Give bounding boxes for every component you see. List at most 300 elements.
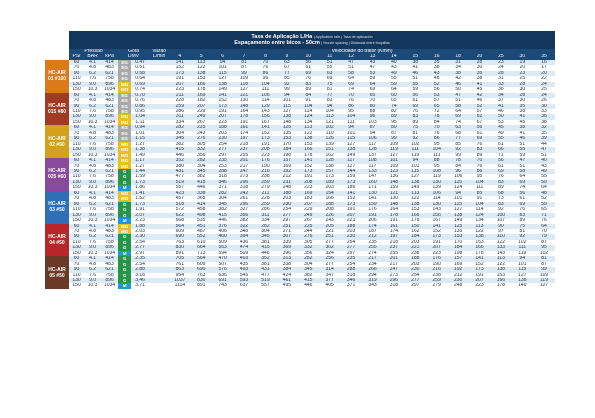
rate-cell: 100	[490, 213, 511, 218]
rate-cell: 148	[383, 180, 404, 185]
rate-cell: 125	[447, 224, 468, 229]
rate-cell: 111	[340, 120, 361, 125]
dmv-cell: 0.70	[131, 93, 149, 98]
rate-cell: 166	[405, 213, 426, 218]
rate-cell: 60	[383, 93, 404, 98]
rate-cell: 403	[233, 256, 254, 261]
drop-class-badge: MG	[118, 82, 131, 87]
rate-cell: 332	[298, 245, 319, 250]
rate-cell: 187	[362, 229, 383, 234]
rate-cell: 296	[233, 180, 254, 185]
rate-cell: 259	[255, 180, 276, 185]
rate-cell: 38	[512, 125, 533, 130]
rate-cell: 203	[405, 262, 426, 267]
rate-cell: 84	[426, 120, 447, 125]
kpa-cell: 1034	[101, 153, 118, 158]
rate-cell: 134	[469, 218, 490, 223]
rate-cell: 64	[383, 87, 404, 92]
rate-cell: 863	[169, 267, 190, 272]
rate-cell: 396	[276, 251, 297, 256]
kpa-cell: 758	[101, 240, 118, 245]
rate-cell: 235	[212, 158, 233, 163]
rate-cell: 207	[212, 114, 233, 119]
dmv-cell: 1.52	[131, 196, 149, 201]
rate-cell: 108	[426, 169, 447, 174]
rate-cell: 86	[255, 71, 276, 76]
kpa-cell: 483	[101, 164, 118, 169]
rate-cell: 39	[533, 136, 555, 141]
bar-cell: 7.6	[84, 273, 101, 278]
rate-cell: 207	[426, 245, 447, 250]
rate-cell: 138	[276, 114, 297, 119]
rate-cell: 288	[212, 169, 233, 174]
rate-cell: 117	[362, 164, 383, 169]
rate-cell: 217	[233, 164, 254, 169]
rate-cell: 51	[533, 153, 555, 158]
rate-cell: 423	[169, 191, 190, 196]
rate-cell: 609	[169, 229, 190, 234]
rate-cell: 223	[298, 185, 319, 190]
dmv-cell: 0.76	[131, 98, 149, 103]
rate-cell: 127	[533, 283, 555, 288]
rate-cell: 251	[319, 234, 340, 239]
rate-cell: 41	[512, 131, 533, 136]
bar-cell: 10.3	[84, 120, 101, 125]
application-rate-table-wrapper	[45, 31, 555, 289]
kpa-cell: 896	[101, 278, 118, 283]
rate-cell: 135	[447, 229, 468, 234]
rate-cell: 173	[426, 234, 447, 239]
rate-cell: 76	[469, 142, 490, 147]
rate-cell: 191	[362, 213, 383, 218]
dmv-cell: 1.01	[131, 131, 149, 136]
dmv-cell: 0.74	[131, 87, 149, 92]
rate-cell: 371	[212, 185, 233, 190]
rate-cell: 149	[512, 283, 533, 288]
drop-class-badge: M	[118, 283, 131, 288]
drop-class-badge: G	[118, 169, 131, 174]
rate-cell: 188	[212, 125, 233, 130]
rate-cell: 345	[191, 169, 212, 174]
kpa-cell: 414	[101, 224, 118, 229]
rate-cell: 690	[191, 267, 212, 272]
rate-cell: 138	[447, 213, 468, 218]
psi-cell: 70	[69, 196, 84, 201]
rate-cell: 138	[405, 202, 426, 207]
rate-cell: 59	[405, 87, 426, 92]
rate-cell: 282	[212, 191, 233, 196]
kpa-header: kPa	[101, 54, 118, 59]
rate-cell: 576	[212, 267, 233, 272]
rate-cell: 405	[319, 283, 340, 288]
rate-cell: 207	[169, 82, 190, 87]
rate-cell: 129	[255, 104, 276, 109]
rate-cell: 83	[298, 82, 319, 87]
drop-class-badge: G	[118, 202, 131, 207]
rate-cell: 243	[191, 131, 212, 136]
rate-cell: 1114	[169, 283, 190, 288]
kpa-cell: 1034	[101, 218, 118, 223]
bar-cell: 9.0	[84, 278, 101, 283]
table-body	[45, 60, 555, 289]
rate-cell: 157	[447, 256, 468, 261]
psi-cell: 110	[69, 142, 84, 147]
rate-cell: 261	[233, 196, 254, 201]
rate-cell: 57	[426, 98, 447, 103]
rate-cell: 178	[383, 213, 404, 218]
psi-cell: 90	[69, 169, 84, 174]
bar-cell: 4.1	[84, 158, 101, 163]
nozzle-model-label: HC-AIR 05 #50	[45, 256, 69, 289]
rate-cell: 94	[447, 191, 468, 196]
drop-class-badge: G	[118, 262, 131, 267]
rate-cell: 356	[191, 153, 212, 158]
rate-cell: 127	[383, 153, 404, 158]
rate-cell: 65	[383, 98, 404, 103]
rate-cell: 191	[298, 174, 319, 179]
psi-cell: 70	[69, 65, 84, 70]
rate-cell: 130	[362, 191, 383, 196]
rate-cell: 201	[233, 158, 254, 163]
rate-cell: 276	[191, 136, 212, 141]
rate-cell: 103	[362, 120, 383, 125]
rate-cell: 24	[533, 93, 555, 98]
rate-cell: 156	[426, 213, 447, 218]
rate-cell: 72	[426, 109, 447, 114]
rate-cell: 43	[362, 60, 383, 65]
rate-cell: 446	[169, 153, 190, 158]
rate-cell: 148	[276, 120, 297, 125]
dmv-cell: 0.86	[131, 104, 149, 109]
kpa-cell: 414	[101, 125, 118, 130]
psi-cell: 90	[69, 267, 84, 272]
rate-cell: 51	[319, 60, 340, 65]
rate-cell: 186	[340, 185, 361, 190]
dmv-cell: 2.77	[131, 245, 149, 250]
rate-cell: 243	[319, 218, 340, 223]
rate-cell: 23	[490, 60, 511, 65]
rate-cell: 830	[169, 245, 190, 250]
pressure-header: Pressão	[69, 49, 118, 54]
rate-cell: 78	[426, 114, 447, 119]
rate-cell: 36	[490, 87, 511, 92]
rate-cell: 205	[319, 224, 340, 229]
rate-cell: 46	[469, 98, 490, 103]
rate-cell: 70	[340, 93, 361, 98]
rate-cell: 138	[212, 82, 233, 87]
rate-cell: 49	[383, 71, 404, 76]
rate-cell: 255	[383, 251, 404, 256]
bar-cell: 4.1	[84, 60, 101, 65]
rate-cell: 51	[405, 76, 426, 81]
rate-cell: 251	[276, 224, 297, 229]
rate-cell: 178	[233, 114, 254, 119]
rate-cell: 166	[191, 82, 212, 87]
rate-cell: 69	[447, 114, 468, 119]
rate-cell: 28	[490, 71, 511, 76]
rate-cell: 64	[447, 109, 468, 114]
rate-cell: 170	[447, 240, 468, 245]
rate-cell: 288	[340, 267, 361, 272]
rate-cell: 176	[255, 158, 276, 163]
rate-cell: 167	[255, 120, 276, 125]
rate-cell: 76	[340, 98, 361, 103]
rate-cell: 81	[405, 131, 426, 136]
rate-cell: 109	[383, 164, 404, 169]
rate-cell: 221	[405, 245, 426, 250]
rate-cell: 218	[233, 142, 254, 147]
rate-cell: 191	[255, 142, 276, 147]
rate-cell: 157	[276, 158, 297, 163]
rate-cell: 228	[169, 98, 190, 103]
rate-cell: 141	[426, 224, 447, 229]
rate-cell: 691	[212, 278, 233, 283]
rate-cell: 25	[533, 87, 555, 92]
rate-cell: 176	[362, 207, 383, 212]
nozzle-model-label: HC-AIR 04 #50	[45, 224, 69, 257]
rate-cell: 223	[255, 153, 276, 158]
rate-cell: 153	[298, 142, 319, 147]
rate-cell: 115	[276, 104, 297, 109]
rate-cell: 76	[255, 65, 276, 70]
rate-cell: 87	[533, 240, 555, 245]
rate-cell: 47	[340, 60, 361, 65]
rate-cell: 82	[383, 109, 404, 114]
rate-cell: 113	[191, 60, 212, 65]
rate-cell: 297	[340, 251, 361, 256]
rate-cell: 153	[191, 76, 212, 81]
rate-cell: 119	[383, 147, 404, 152]
psi-cell: 150	[69, 153, 84, 158]
rate-cell: 211	[169, 93, 190, 98]
rate-cell: 138	[298, 136, 319, 141]
title-sub: | Application rate | Tasa de aplicación	[313, 34, 373, 39]
rate-cell: 415	[169, 147, 190, 152]
rate-cell: 414	[191, 202, 212, 207]
rate-cell: 192	[447, 267, 468, 272]
rate-cell: 192	[276, 169, 297, 174]
rate-cell: 87	[233, 65, 254, 70]
drop-class-badge: G	[118, 213, 131, 218]
rate-cell: 115	[340, 136, 361, 141]
rate-cell: 382	[169, 142, 190, 147]
rate-cell: 254	[212, 142, 233, 147]
rate-cell: 55	[405, 82, 426, 87]
rate-cell: 1037	[169, 278, 190, 283]
rate-cell: 94	[276, 93, 297, 98]
rate-cell: 40	[383, 60, 404, 65]
psi-cell: 70	[69, 262, 84, 267]
psi-cell: 130	[69, 213, 84, 218]
rate-cell: 498	[191, 213, 212, 218]
psi-cell: 70	[69, 229, 84, 234]
rate-cell: 104	[340, 114, 361, 119]
drop-class-badge: MG	[118, 164, 131, 169]
drop-class-badge: EG	[118, 76, 131, 81]
kpa-cell: 621	[101, 234, 118, 239]
kpa-cell: 896	[101, 147, 118, 152]
rate-cell: 56	[405, 93, 426, 98]
rate-cell: 248	[447, 283, 468, 288]
rate-cell: 761	[169, 262, 190, 267]
kpa-cell: 621	[101, 169, 118, 174]
psi-cell: 90	[69, 136, 84, 141]
psi-cell: 70	[69, 164, 84, 169]
speed-header: Velocidade do trator (Km/h)	[169, 49, 555, 54]
rate-cell: 128	[319, 158, 340, 163]
rate-cell: 69	[362, 87, 383, 92]
speed-col-header: 12	[340, 54, 361, 59]
kpa-cell: 758	[101, 273, 118, 278]
rate-cell: 282	[255, 224, 276, 229]
rate-cell: 138	[490, 267, 511, 272]
psi-cell: 110	[69, 109, 84, 114]
rate-cell: 256	[319, 256, 340, 261]
rate-cell: 88	[362, 109, 383, 114]
rate-cell: 743	[212, 283, 233, 288]
rate-cell: 318	[340, 273, 361, 278]
rate-cell: 304	[212, 196, 233, 201]
rate-cell: 178	[405, 218, 426, 223]
rate-cell: 92	[405, 136, 426, 141]
rate-cell: 19	[512, 60, 533, 65]
rate-cell: 106	[255, 93, 276, 98]
rate-cell: 207	[298, 202, 319, 207]
rate-cell: 35	[426, 60, 447, 65]
dmv-cell: 0.95	[131, 109, 149, 114]
drop-class-badge: EG	[118, 125, 131, 130]
kpa-cell: 483	[101, 196, 118, 201]
rate-cell: 94	[340, 125, 361, 130]
rate-cell: 38	[469, 76, 490, 81]
rate-cell: 87	[533, 262, 555, 267]
rate-cell: 24	[533, 82, 555, 87]
speed-col-header: 16	[426, 54, 447, 59]
rate-cell: 564	[191, 256, 212, 261]
rate-cell: 47	[362, 65, 383, 70]
drop-class-badge: G	[118, 267, 131, 272]
rate-cell: 166	[490, 278, 511, 283]
rate-cell: 43	[383, 65, 404, 70]
psi-cell: 70	[69, 131, 84, 136]
rate-cell: 218	[383, 240, 404, 245]
rate-cell: 101	[447, 196, 468, 201]
kpa-cell: 758	[101, 142, 118, 147]
rate-cell: 55	[383, 76, 404, 81]
psi-cell: 130	[69, 114, 84, 119]
rate-cell: 101	[212, 65, 233, 70]
dmv-header: DMV	[118, 54, 149, 59]
rate-cell: 345	[298, 267, 319, 272]
psi-cell: 130	[69, 147, 84, 152]
rate-cell: 189	[319, 180, 340, 185]
dmv-cell: 1.44	[131, 169, 149, 174]
drop-class-badge: M	[118, 251, 131, 256]
rate-cell: 55	[512, 147, 533, 152]
rate-cell: 161	[233, 125, 254, 130]
rate-cell: 55	[533, 174, 555, 179]
bar-cell: 4.1	[84, 191, 101, 196]
rate-cell: 572	[169, 207, 190, 212]
rate-cell: 84	[298, 93, 319, 98]
bar-cell: 6.2	[84, 234, 101, 239]
rate-cell: 91	[298, 98, 319, 103]
speed-col-header: 10	[298, 54, 319, 59]
rate-cell: 348	[233, 229, 254, 234]
rate-cell: 460	[212, 234, 233, 239]
rate-cell: 229	[298, 207, 319, 212]
rate-cell: 446	[255, 251, 276, 256]
speed-col-header: 35	[533, 54, 555, 59]
rate-cell: 95	[426, 164, 447, 169]
rate-cell: 96	[255, 76, 276, 81]
bar-cell: 4.8	[84, 65, 101, 70]
rate-cell: 30	[533, 104, 555, 109]
rate-cell: 164	[233, 109, 254, 114]
rate-cell: 64	[533, 185, 555, 190]
drop-class-badge: EG	[118, 104, 131, 109]
rate-cell: 557	[169, 185, 190, 190]
rate-cell: 345	[255, 234, 276, 239]
rate-cell: 63	[276, 60, 297, 65]
rate-cell: 76	[405, 109, 426, 114]
rate-cell: 167	[426, 218, 447, 223]
rate-cell: 75	[405, 125, 426, 130]
rate-cell: 152	[169, 65, 190, 70]
rate-cell: 106	[447, 174, 468, 179]
rate-cell: 274	[362, 251, 383, 256]
rate-cell: 85	[447, 142, 468, 147]
rate-cell: 381	[255, 240, 276, 245]
rate-cell: 282	[169, 125, 190, 130]
rate-cell: 89	[405, 120, 426, 125]
kpa-cell: 483	[101, 229, 118, 234]
psi-cell: 60	[69, 158, 84, 163]
rate-cell: 84	[447, 164, 468, 169]
rate-cell: 46	[490, 109, 511, 114]
psi-cell: 150	[69, 120, 84, 125]
rate-cell: 339	[276, 240, 297, 245]
rate-cell: 234	[362, 262, 383, 267]
rate-cell: 143	[490, 251, 511, 256]
rate-cell: 130	[426, 202, 447, 207]
rate-cell: 109	[383, 142, 404, 147]
rate-cell: 188	[405, 256, 426, 261]
rate-cell: 286	[169, 109, 190, 114]
rate-cell: 102	[533, 251, 555, 256]
rate-cell: 124	[447, 185, 468, 190]
rate-cell: 415	[298, 278, 319, 283]
rate-cell: 16	[533, 60, 555, 65]
rate-cell: 106	[426, 191, 447, 196]
rate-cell: 356	[298, 251, 319, 256]
nozzle-model-label: HC-AIR 01 #100	[45, 60, 69, 93]
psi-cell: 130	[69, 82, 84, 87]
kpa-cell: 1034	[101, 185, 118, 190]
rate-cell: 184	[447, 245, 468, 250]
psi-cell: 110	[69, 76, 84, 81]
drop-class-badge: MG	[118, 196, 131, 201]
rate-cell: 69	[405, 104, 426, 109]
rate-cell: 259	[255, 202, 276, 207]
rate-cell: 91	[469, 196, 490, 201]
dmv-cell: 0.58	[131, 71, 149, 76]
rate-cell: 201	[383, 256, 404, 261]
rate-cell: 50	[490, 114, 511, 119]
rate-cell: 87	[362, 125, 383, 130]
rate-cell: 121	[383, 191, 404, 196]
rate-cell: 43	[533, 164, 555, 169]
